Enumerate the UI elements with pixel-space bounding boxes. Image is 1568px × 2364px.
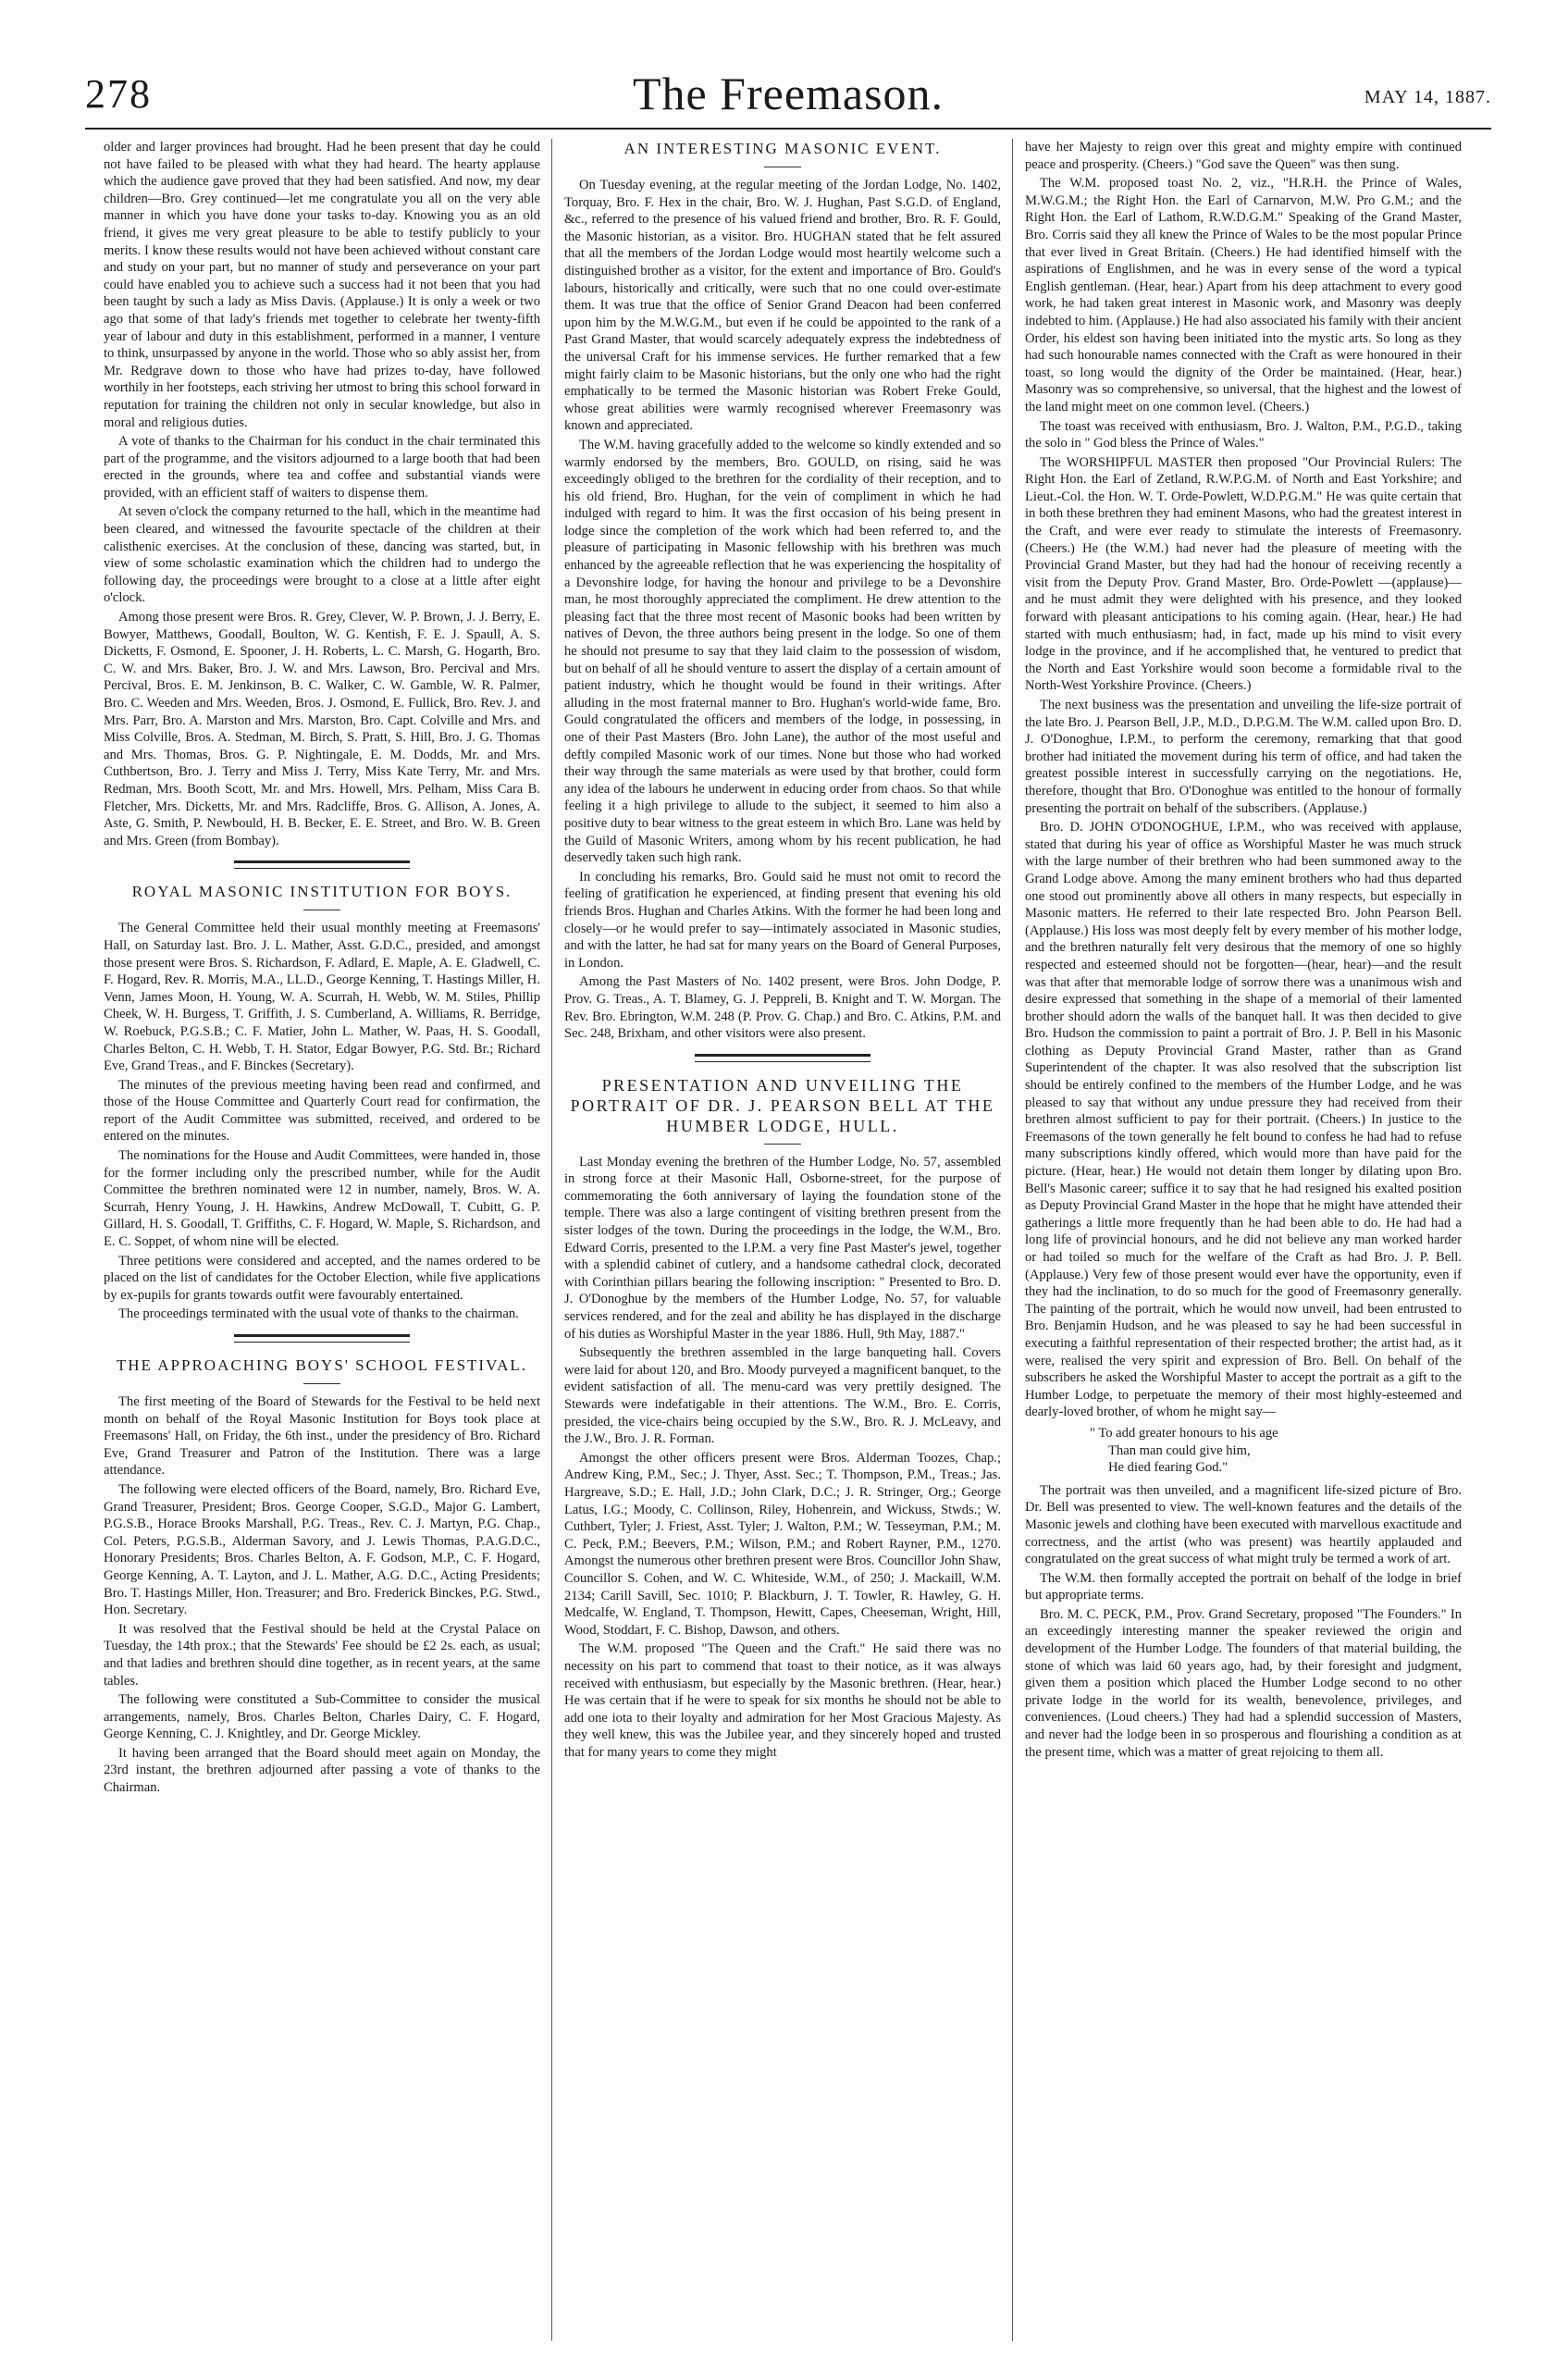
paragraph: The following were constituted a Sub-Committee to consider the musical arrangements, namely, Bros. Charles Belton, Charles Dairy, C. F. Hogard, George Kenning, C. J. Knightley, and Dr. George Mickley.	[104, 1692, 540, 1742]
paragraph: Among those present were Bros. R. Grey, Clever, W. P. Brown, J. J. Berry, E. Bowyer, Matthews, Goodall, Boulton, W. G. Kentish, F. E. J. Spaull, A. S. Dicketts, F. Osmond, E. Spooner, J. H. Roberts, L. C. Marsh, G. Hogarth, Bro. C. W. and Mrs. Baker, Bro. J. W. and Mrs. Lawson, Bro. Percival and Mrs. Percival, Bros. E. M. Jenkinson, B. C. Walker, C. W. Gamble, W. R. Palmer, Bro. C. Weeden and Mrs. Weeden, Bros. J. Osmond, E. Fullick, Bro. Rev. J. and Mrs. Parr, Bro. A. Marston and Mrs. Marston, Bro. Capt. Colville and Mrs. and Miss Colville, Bros. A. Stedman, M. Birch, S. Pratt, S. Hill, Bro. J. G. Thomas and Mrs. Thomas, Bros. G. P. Nightingale, E. M. Dodds, Mr. and Mrs. Cuthbertson, Bro. J. Terry and Miss J. Terry, Miss Kate Terry, Mr. and Mrs. Redman, Mrs. Booth Scott, Mr. and Mrs. Howell, Mrs. Pelham, Miss Cara B. Fletcher, Mrs. Dicketts, Mr. and Mrs. Radcliffe, Bros. G. Allison, A. Jones, A. Aste, G. Smith, P. Newbould, H. B. Becker, E. E. Street, and Bro. W. B. Green and Mrs. Green (from Bombay).	[104, 610, 540, 848]
paragraph: The portrait was then unveiled, and a magnificent life-sized picture of Bro. Dr. Bell was presented to view. The well-known features and the details of the Masonic jewels and clothing have been executed with marvellous exactitude and correctness, and the artist (who was present) was heartily applauded and congratulated on the great success of what might truly be termed a work of art.	[1025, 1482, 1462, 1567]
paragraph: Three petitions were considered and accepted, and the names ordered to be placed on the list of candidates for the October Election, while five applications by ex-pupils for grants towards outfit were favourably entertained.	[104, 1253, 540, 1303]
paragraph: have her Majesty to reign over this great and mighty empire with continued peace and prosperity. (Cheers.) "God save the Queen" was then sung.	[1025, 140, 1462, 172]
paragraph: It having been arranged that the Board should meet again on Monday, the 23rd instant, the brethren adjourned after passing a vote of thanks to the Chairman.	[104, 1745, 540, 1796]
page-number: 278	[85, 71, 152, 117]
paragraph: The following were elected officers of the Board, namely, Bro. Richard Eve, Grand Treasurer, President; Bros. George Cooper, S.G.D., Major G. Lambert, P.G.S.B., Horace Brooks Marshall, P.G. Treas., Rev. C. J. Martyn, P.G. Chap., Col. Peters, P.G.S.B., Alderman Savory, and J. Lewis Thomas, P.A.G.D.C., Honorary Presidents; Bros. Charles Belton, A. F. Godson, M.P., C. F. Hogard, George Kenning, A. T. Layton, and J. L. Mather, A.G. D.C., Acting Presidents; Bro. T. Hastings Miller, Hon. Treasurer; and Bro. Frederick Binckes, P.G. Stwd., Hon. Secretary.	[104, 1481, 540, 1618]
heading-rule	[764, 1144, 801, 1145]
verse-line: Than man could give him,	[1108, 1442, 1251, 1458]
paragraph: Amongst the other officers present were Bros. Alderman Toozes, Chap.; Andrew King, P.M., Sec.; J. Thyer, Asst. Sec.; T. Thompson, P.M., Treas.; Jas. Hargreave, S.D.; E. Hall, J.D.; John Clark, D.C.; J. R. Stringer, Org.; George Latus, I.G.; Moody, C. Collinson, Riley, Hohenrein, and Wickuss, Stwds.; W. Cuthbert, Tyler; J. Friest, Asst. Tyler; J. Walton, P.M.; W. Tesseyman, P.M.; M. C. Peck, P.M.; Beevers, P.M.; Wilson, P.M.; and Robert Rayner, P.M., 1270. Amongst the numerous other brethren present were Bros. Councillor John Shaw, Councillor S. Cohen, and W. C. Whiteside, W.M., of 250; J. Mackaill, W.M. 2134; Carill Savill, Sec. 1010; P. Blackburn, J. T. Towler, R. Hawley, G. H. Medcalfe, W. England, T. Thompson, Hewitt, Capes, Cheeseman, Wright, Hill, Wood, Stoddart, F. C. Bishop, Dawson, and others.	[564, 1450, 1001, 1638]
paragraph: Subsequently the brethren assembled in the large banqueting hall. Covers were laid for about 120, and Bro. Moody purveyed a magnificent banquet, to the evident satisfaction of all. The menu-card was very prettily designed. The Stewards were indefatigable in their attentions. The W.M., Bro. E. Corris, presided, the vice-chairs being occupied by the S.W., Bro. R. J. McLeavy, and the J.W., Bro. J. R. Forman.	[564, 1345, 1001, 1447]
verse-line: " To add greater honours to his age	[1090, 1425, 1278, 1441]
paragraph: It was resolved that the Festival should be held at the Crystal Palace on Tuesday, the 14th prox.; that the Stewards' Fee should be £2 2s. each, as usual; and that ladies and brethren should dine together, as in recent years, at the same tables.	[104, 1621, 540, 1689]
masthead	[85, 67, 1491, 130]
section-separator	[695, 1054, 870, 1062]
paragraph: The WORSHIPFUL MASTER then proposed "Our Provincial Rulers: The Right Hon. the Earl of Zetland, R.W.P.G.M. of North and East Yorkshire; and Lieut.-Col. the Hon. W. T. Orde-Powlett, W.D.P.G.M." He was quite certain that in both these brethren they had eminent Masons, who had the greatest interest in the Craft, and were ever ready to stimulate the interests of Freemasonry. (Cheers.) He (the W.M.) had never had the pleasure of meeting with the Provincial Grand Master, but they had had the honour of receiving recently a visit from the Deputy Prov. Grand Master, Bro. Orde-Powlett —(applause)—and he must admit they were delighted with his presence, and they looked forward with pleasant anticipations to his coming again. (Hear, hear.) He had started with much enthusiasm; had, in fact, made up his mind to visit every lodge in the province, and if he accomplished that, he ventured to predict that the North and East Yorkshire would soon become a formidable rival to the North-West Yorkshire Province. (Cheers.)	[1025, 454, 1462, 694]
paragraph: The proceedings terminated with the usual vote of thanks to the chairman.	[118, 1306, 519, 1322]
column-3	[1025, 139, 1462, 2341]
article-heading: ROYAL MASONIC INSTITUTION FOR BOYS.	[131, 883, 512, 901]
paragraph: The W.M. proposed "The Queen and the Craft." He said there was no necessity on his part to commend that toast to their notice, as it was always received with enthusiasm, but especially by the Masonic brethren. (Hear, hear.) He was certain that if he were to speak for six months he should not be able to add one iota to their loyalty and admiration for her Most Gracious Majesty. As they well knew, this was the Jubilee year, and they sincerely hoped and trusted that for many years to come they might	[564, 1641, 1001, 1760]
verse-line: He died fearing God."	[1108, 1460, 1228, 1476]
paragraph: The General Committee held their usual monthly meeting at Freemasons' Hall, on Saturday last. Bro. J. L. Mather, Asst. G.D.C., presided, and amongst those present were Bros. S. Richardson, F. Adlard, E. Maple, A. E. Gladwell, C. F. Hogard, Rev. R. Morris, M.A., LL.D., George Kenning, T. Hastings Miller, H. Venn, James Moon, H. Young, W. A. Scurrah, H. Webb, W. M. Stiles, Phillip Cheek, W. H. Burgess, T. Griffith, J. S. Cumberland, A. Williams, R. Berridge, W. Roebuck, P.G.S.B.; C. F. Matier, John L. Mather, W. Paas, H. S. Goodall, Charles Belton, C. H. Webb, T. H. Stator, Edgar Bowyer, P.G. Std. Br.; Richard Eve, Grand Treas., and F. Binckes (Secretary).	[104, 921, 540, 1074]
article-heading: PRESENTATION AND UNVEILING THE PORTRAIT OF DR. J. PEARSON BELL AT THE HUMBER LODGE, HULL.	[570, 1075, 995, 1135]
paragraph: Among the Past Masters of No. 1402 present, were Bros. John Dodge, P. Prov. G. Treas., A. T. Blamey, G. J. Peppreli, B. Knight and T. W. Morgan. The Rev. Bro. Ebrington, W.M. 248 (P. Prov. G. Chap.) and Bro. C. Atkins, P.M. and Sec. 248, Brixham, and other visitors were also present.	[564, 974, 1001, 1042]
issue-date: MAY 14, 1887.	[1364, 87, 1491, 107]
newspaper-title: The Freemason.	[632, 68, 945, 119]
section-separator	[234, 860, 410, 869]
paragraph: The nominations for the House and Audit Committees, were handed in, those for the former including only the prescribed number, while for the Audit Committee the brethren nominated were 12 in number, namely, Bros. W. A. Scurrah, Henry Young, J. H. Hawkins, Andrew McDowall, T. Cubitt, G. P. Gillard, H. S. Goodall, T. Griffiths, C. F. Hogard, W. Maple, S. Richardson, and E. C. Soppet, of whom nine will be elected.	[104, 1148, 540, 1250]
column-divider	[551, 139, 552, 2341]
paragraph: Last Monday evening the brethren of the Humber Lodge, No. 57, assembled in strong force at their Masonic Hall, Osborne-street, for the purpose of commemorating the 6oth anniversary of laying the foundation stone of the temple. There was also a large contingent of visiting brethren present from the sister lodges of the town. During the proceedings in the lodge, the W.M., Bro. Edward Corris, presented to the I.P.M. a very fine Past Master's jewel, together with a splendid cabinet of cutlery, and a handsome cathedral clock, decorated with Corinthian pillars bearing the following inscription: " Presented to Bro. D. J. O'Donoghue by the members of the Humber Lodge, No. 57, for valuable services rendered, and for the zeal and ability he has displayed in the discharge of his duties as Worshipful Master in the year 1886. Hull, 9th May, 1887."	[564, 1154, 1001, 1342]
paragraph: The next business was the presentation and unveiling the life-size portrait of the late Bro. J. Pearson Bell, J.P., M.D., D.P.G.M. The W.M. called upon Bro. D. J. O'Donoghue, I.P.M., to perform the ceremony, remarking that that good brother had initiated the movement during his term of office, and had taken the greatest possible interest in successfully carrying on the negotiations. He, therefore, thought that Bro. O'Donoghue was entitled to the honour of formally presenting the portrait on behalf of the subscribers. (Applause.)	[1025, 698, 1462, 816]
paragraph: Bro. M. C. PECK, P.M., Prov. Grand Secretary, proposed "The Founders." In an exceedingly interesting manner the speaker reviewed the origin and development of the Humber Lodge. The founders of that material building, the stone of which was laid 60 years ago, had, by their foresight and judgment, given them a position which placed the Humber Lodge second to no other private lodge in the world for its wealth, benevolence, privileges, and conveniences. (Loud cheers.) They had had a splendid succession of Masters, and never had the lodge been in so prosperous and flourishing a condition as at the present time, which was a matter of great rejoicing to them all.	[1025, 1606, 1462, 1760]
paragraph: Bro. D. JOHN O'DONOGHUE, I.P.M., who was received with applause, stated that during his year of office as Worshipful Master he was much struck with the large number of their brethren who had been summoned away to the Grand Lodge above. Among the many eminent brothers who had thus departed one stood out prominently above all others in many respects, but especially in Masonic matters. He referred to their late respected Bro. John Pearson Bell. (Applause.) His loss was most deeply felt by every member of his mother lodge, and the brethren naturally felt very desirous that the memory of one so highly respected and esteemed should not be forgotten—(hear, hear)—and the result was that after that memorable lodge of sorrow there was a unanimous wish and desire expressed that something in the shape of a memorial of their lamented brother should adorn the walls of the banquet hall. It was then decided to give Bro. Hudson the commission to paint a portrait of Bro. J. P. Bell in his Masonic clothing as Deputy Provincial Grand Master, rather than as Grand Superintendent of the chapter. It was also resolved that the subscription list should be entirely confined to the members of the Humber Lodge, and he was pleased to say that without any undue pressure they had received from their brethren almost sufficient to pay for their portrait. (Cheers.) In justice to the Freemasons of the town generally he felt bound to confess he had had to refuse many subscriptions kindly offered, which would more than have paid for the picture. (Hear, hear.) He would not detain them longer by dilating upon Bro. Bell's Masonic career; suffice it to say that he had resigned his exalted position as Deputy Provincial Grand Master in the hope that he might have attended their gatherings a little more frequently than he had been able to do. He had had a long life of provincial honours, and he did not believe any man worked harder or had toiled so much for the welfare of the Craft as had Bro. J. P. Bell. (Applause.) Very few of those present would ever have the opportunity, even if they had the inclination, to do so much for the good of Freemasonry generally. The painting of the portrait, which he would now unveil, had been entrusted to Bro. Benjamin Hudson, and he was pleased to say he had been successful in executing a faithful representation of their respected brother; the artist had, as it were, realised the very spirit and expression of Bro. Bell. On behalf of the subscribers he asked the Worshipful Master to accept the portrait as a gift to the Humber Lodge, to perpetuate the memory of their most highly-esteemed and dearly-loved brother, of whom he might say—	[1025, 820, 1462, 1420]
section-separator	[234, 1334, 410, 1343]
article-heading: AN INTERESTING MASONIC EVENT.	[623, 140, 942, 157]
paragraph: The minutes of the previous meeting having been read and confirmed, and those of the House Committee and Quarterly Court read for confirmation, the report of the Audit Committee was submitted, received, and ordered to be entered on the minutes.	[104, 1077, 540, 1145]
paragraph: At seven o'clock the company returned to the hall, which in the meantime had been cleared, and witnessed the favourite spectacle of the children at their calisthenic exercises. At the conclusion of these, dancing was started, but, in view of some scholastic examination which the children had to undergo the following day, the proceedings were brought to a close at a little after eight o'clock.	[104, 504, 540, 606]
verse-quote	[1090, 1425, 1462, 1477]
paragraph: In concluding his remarks, Bro. Gould said he must not omit to record the feeling of gratification he experienced, at finding present that evening his old friends Bros. Hughan and Charles Atkins. With the former he had been long and closely—or he would prefer to say—intimately associated in Masonic studies, and with the latter, he had sat for many years on the Board of General Purposes, in London.	[564, 869, 1001, 971]
article-heading: THE APPROACHING BOYS' SCHOOL FESTIVAL.	[116, 1356, 528, 1374]
column-1	[104, 139, 540, 2341]
paragraph: The W.M. having gracefully added to the welcome so kindly extended and so warmly endorsed by the members, Bro. GOULD, on rising, said he was exceedingly obliged to the brethren for the cordiality of their reception, and to his old friend, Bro. Hughan, for the vein of compliment in which he had indulged with regard to him. It was the first occasion of his being present in lodge since the completion of the work which had been referred to, and the pleasure of participating in Masonic fellowship with his brethren was much enhanced by the agreeable reflection that he was experiencing the hospitality of a Devonshire lodge, for having the honour and privilege to be a Devonshire man, he most thoroughly appreciated the compliment. He drew attention to the pleasing fact that the three most recent of Masonic books had been written by natives of Devon, the three authors being present in the lodge. So one of them he should not presume to say that they laid claim to the possession of wisdom, but on behalf of all he should venture to assert the display of a certain amount of patient industry, which he thought would be found in their writings. After alluding in the most fraternal manner to Bro. Hughan's world-wide fame, Bro. Gould congratulated the officers and members of the lodge, in possessing, in one of their Past Masters (Bro. John Lane), the author of the most useful and deftly compiled Masonic work of our times. None but those who had worked their way through the same materials as were used by that brother, could form any idea of the labours he underwent in educing order from chaos. So that while feeling it a high privilege to allude to the subject, it seemed to him also a positive duty to bear witness to the great esteem in which Bro. Lane was held by the Guild of Masonic Writers, among whom by his recent publication, he had deservedly taken such high rank.	[564, 437, 1001, 866]
paragraph: The W.M. proposed toast No. 2, viz., "H.R.H. the Prince of Wales, M.W.G.M.; the Right Hon. the Earl of Carnarvon, M.W. Pro G.M.; and the Right Hon. the Earl of Lathom, R.W.D.G.M." Speaking of the Grand Master, Bro. Corris said they all knew the Prince of Wales to be the most popular Prince that ever lived in Great Britain. (Cheers.) He had identified himself with the aspirations of Englishmen, and he was in every sense of the word a typical English gentleman. (Hear, hear.) Apart from his deep attachment to every good work, he had taken great interest in Masonic work, and Masonry was deeply indebted to him. (Applause.) He had also associated his family with their ancient Order, his eldest son having been initiated into the mystic arts. So long as they had such honourable names connected with the Craft as were honoured in their toast, so long would the dignity of the Order be maintained. (Hear, hear.) Masonry was so comprehensive, so universal, that the highest and the lowest of the land might meet on one common level. (Cheers.)	[1025, 176, 1462, 415]
paragraph: older and larger provinces had brought. Had he been present that day he could not have failed to be pleased with what they had heard. The hearty applause which the audience gave proved that they had been satisfied. And now, my dear children—Bro. Grey continued—let me congratulate you all on the very able manner in which you have done your tasks to-day. Knowing you as an old friend, it gives me very great pleasure to be able to testify publicly to your merits. I know these results would not have been achieved without constant care and study on your part, but no manner of study and perseverance on your part could have enabled you to achieve such a success had it not been that you had been taught by such a lady as Miss Davis. (Applause.) It is only a week or two ago that some of that lady's friends met together to celebrate her twenty-fifth year of labour and duty in this establishment, performed in a manner, I venture to think, unsurpassed by anyone in the world. Those who so ably assist her, from Mr. Redgrave down to those who have had prizes to-day, have followed worthily in her footsteps, each striving her utmost to bring this school forward in reputation for training the children not only in secular knowledge, but also in moral and religious duties.	[104, 140, 540, 430]
paragraph: The W.M. then formally accepted the portrait on behalf of the lodge in brief but appropriate terms.	[1025, 1570, 1462, 1603]
paragraph: The first meeting of the Board of Stewards for the Festival to be held next month on behalf of the Royal Masonic Institution for Boys took place at Freemasons' Hall, on Friday, the 6th inst., under the presidency of Bro. Richard Eve, Grand Treasurer and Patron of the Institution. There was a large attendance.	[104, 1394, 540, 1479]
column-divider	[1012, 139, 1013, 2341]
paragraph: The toast was received with enthusiasm, Bro. J. Walton, P.M., P.G.D., taking the solo in " God bless the Prince of Wales."	[1025, 418, 1462, 452]
column-2	[564, 139, 1001, 2341]
paragraph: A vote of thanks to the Chairman for his conduct in the chair terminated this part of the programme, and the visitors adjourned to a large booth that had been erected in the grounds, where tea and coffee and substantial viands were provided, with an efficient staff of waiters to dispense them.	[104, 434, 540, 501]
heading-rule	[303, 1383, 340, 1384]
paragraph: On Tuesday evening, at the regular meeting of the Jordan Lodge, No. 1402, Torquay, Bro. F. Hex in the chair, Bro. W. J. Hughan, Past S.G.D. of England, &c., referred to the presence of his valued friend and brother, Bro. R. F. Gould, the Masonic historian, as a visitor. Bro. HUGHAN stated that he felt assured that all the members of the Jordan Lodge would most heartily welcome such a distinguished brother as a visitor, for the extent and importance of Bro. Gould's labours, historically and critically, were such that no one could over-estimate them. It was true that the office of Senior Grand Deacon had been conferred upon him by the M.W.G.M., but even if he could be appointed to the rank of a Past Grand Master, that would scarcely adequately express the indebtedness of the universal Craft for his immense services. He further remarked that a few might fairly claim to be Masonic historians, but the only one who had the right emphatically to be termed the Masonic historian was Robert Freke Gould, whose great abilities were warmly recognised wherever Freemasonry was known and appreciated.	[564, 178, 1001, 434]
